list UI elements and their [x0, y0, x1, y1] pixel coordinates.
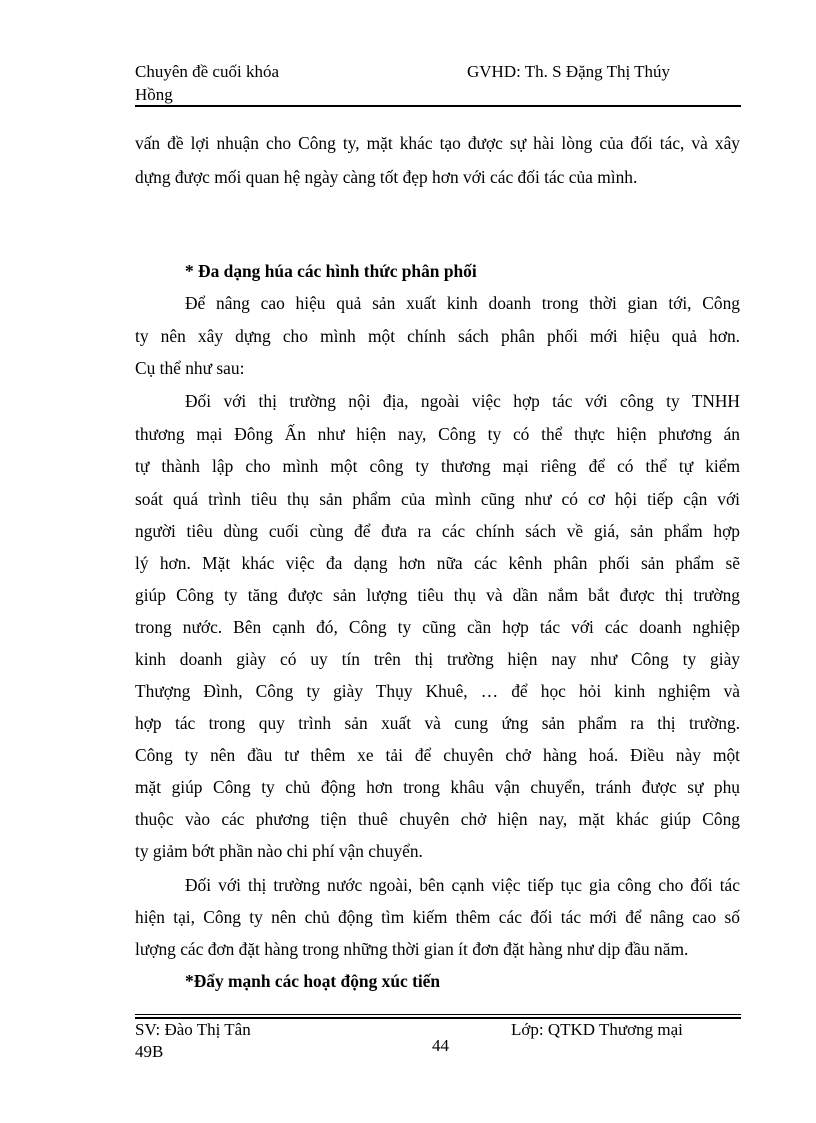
- body-line-4: Để nâng cao hiệu quả sản xuất kinh doanh trong thời gian tới, Công: [185, 293, 740, 313]
- footer-student-class: 49B: [135, 1042, 164, 1061]
- header-rule: [135, 105, 741, 107]
- body-line-13: giúp Công ty tăng được sản lượng tiêu thụ và dần nắm bắt được thị trường: [135, 585, 740, 605]
- footer-rule-top: [135, 1014, 741, 1015]
- footer-rule-bottom: [135, 1017, 741, 1019]
- footer-class: Lớp: QTKD Thương mại: [511, 1020, 683, 1039]
- body-line-10: soát quá trình tiêu thụ sản phẩm của mình cũng như có cơ hội tiếp cận với: [135, 489, 740, 509]
- body-line-5: ty nên xây dựng cho mình một chính sách phân phối mới hiệu quả hơn.: [135, 326, 740, 346]
- body-line-9: tự thành lập cho mình một công ty thương mại riêng để có thể tự kiểm: [135, 456, 740, 476]
- body-line-7: Đối với thị trường nội địa, ngoài việc hợp tác với công ty TNHH: [185, 391, 740, 411]
- body-line-14: trong nước. Bên cạnh đó, Công ty cũng cần hợp tác với các doanh nghiệp: [135, 617, 740, 637]
- header-right: GVHD: Th. S Đặng Thị Thúy: [467, 62, 671, 81]
- body-line-2: dựng được mối quan hệ ngày càng tốt đẹp hơn với các đối tác của mình.: [135, 167, 638, 187]
- body-line-12: lý hơn. Mặt khác việc đa dạng hơn nữa các kênh phân phối sản phẩm sẽ: [135, 553, 740, 573]
- header-left-line1: Chuyên đề cuối khóa: [135, 62, 279, 81]
- body-line-11: người tiêu dùng cuối cùng để đưa ra các chính sách về giá, sản phẩm hợp: [135, 521, 740, 541]
- body-line-8: thương mại Đông Ấn như hiện nay, Công ty có thể thực hiện phương án: [135, 424, 740, 444]
- header-left-line2: Hồng: [135, 85, 173, 104]
- body-line-17: hợp tác trong quy trình sản xuất và cung ứng sản phẩm ra thị trường.: [135, 713, 740, 733]
- footer-student: SV: Đào Thị Tân: [135, 1020, 251, 1039]
- body-line-18: Công ty nên đầu tư thêm xe tải để chuyên chở hàng hoá. Điều này một: [135, 745, 740, 765]
- page-number: 44: [432, 1036, 449, 1055]
- body-line-21: ty giảm bớt phần nào chi phí vận chuyển.: [135, 841, 423, 861]
- body-line-24: lượng các đơn đặt hàng trong những thời gian ít đơn đặt hàng như dịp đầu năm.: [135, 939, 689, 959]
- body-line-20: thuộc vào các phương tiện thuê chuyên chở hiện nay, mặt khác giúp Công: [135, 809, 740, 829]
- body-line-22: Đối với thị trường nước ngoài, bên cạnh việc tiếp tục gia công cho đối tác: [185, 875, 740, 895]
- section-heading-promotion: *Đẩy mạnh các hoạt động xúc tiến: [185, 971, 441, 991]
- body-line-6: Cụ thể như sau:: [135, 358, 245, 378]
- body-line-19: mặt giúp Công ty chủ động hơn trong khâu vận chuyển, tránh được sự phụ: [135, 777, 740, 797]
- section-heading-distribution: * Đa dạng húa các hình thức phân phối: [185, 261, 477, 281]
- body-line-16: Thượng Đình, Công ty giày Thụy Khuê, … để học hỏi kinh nghiệm và: [135, 681, 740, 701]
- body-line-1: vấn đề lợi nhuận cho Công ty, mặt khác tạo được sự hài lòng của đối tác, và xây: [135, 133, 740, 153]
- body-line-15: kinh doanh giày có uy tín trên thị trường hiện nay như Công ty giày: [135, 649, 740, 669]
- body-line-23: hiện tại, Công ty nên chủ động tìm kiếm thêm các đối tác mới để nâng cao số: [135, 907, 740, 927]
